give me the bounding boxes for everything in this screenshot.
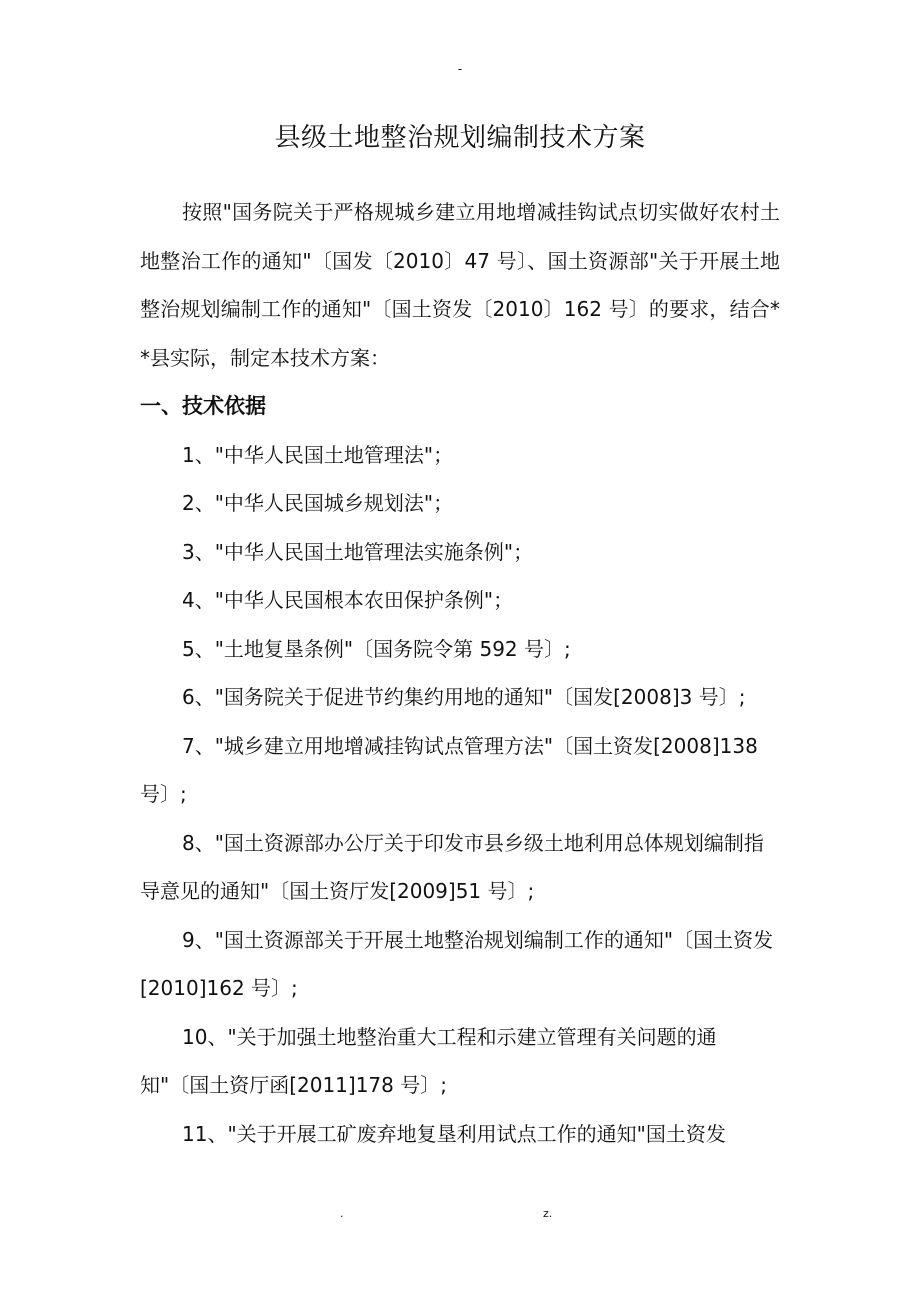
list-item: 7、"城乡建立用地增减挂钩试点管理方法"〔国土资发[2008]138 号〕; <box>140 733 758 806</box>
document-title: 县级土地整治规划编制技术方案 <box>274 123 646 153</box>
list-item: 1、"中华人民国土地管理法"； <box>182 442 454 467</box>
header-mark: - <box>457 62 463 76</box>
intro-paragraph: 按照"国务院关于严格规城乡建立用地增减挂钩试点切实做好农村土地整治工作的通知"〔国发〔2010〕47 号〕、国土资源部"关于开展土地整治规划编制工作的通知"〔国土资发〔2010〕162 号〕的要求，结合**县实际，制定本技术方案： <box>140 200 780 370</box>
list-item: 4、"中华人民国根本农田保护条例"； <box>182 588 514 612</box>
document-body <box>140 188 780 1158</box>
list-item: 9、"国土资源部关于开展土地整治规划编制工作的通知"〔国土资发[2010]162 号〕; <box>140 927 774 1000</box>
list-item: 11、"关于开展工矿废弃地复垦利用试点工作的通知"国土资发 <box>182 1121 726 1146</box>
footer-right-mark: z. <box>543 1207 553 1220</box>
list-item: 8、"国土资源部办公厅关于印发市县乡级土地利用总体规划编制指导意见的通知"〔国土资厅发[2009]51 号〕; <box>140 830 764 903</box>
list-item: 10、"关于加强土地整治重大工程和示建立管理有关问题的通知"〔国土资厅函[2011]178 号〕; <box>140 1024 717 1097</box>
footer-left-mark: . <box>340 1207 344 1220</box>
section-heading-technical-basis: 一、技术依据 <box>140 394 266 418</box>
list-item: 5、"土地复垦条例"〔国务院令第 592 号〕; <box>182 636 571 661</box>
list-item: 2、"中华人民国城乡规划法"； <box>182 491 454 515</box>
list-item: 3、"中华人民国土地管理法实施条例"； <box>182 539 534 564</box>
list-item: 6、"国务院关于促进节约集约用地的通知"〔国发[2008]3 号〕; <box>182 685 746 709</box>
